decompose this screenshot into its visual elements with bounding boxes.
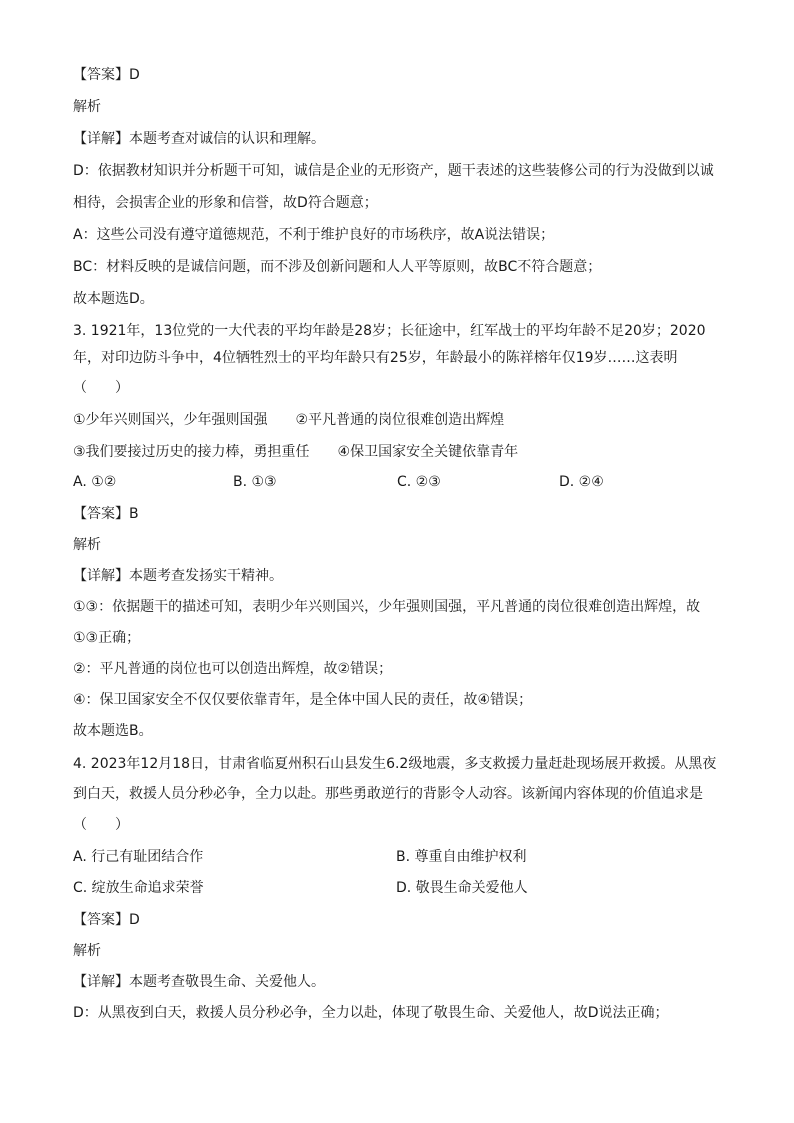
q2-line: 相待，会损害企业的形象和信誉，故D符合题意； <box>73 195 378 211</box>
q3-detail: 【详解】本题考查发扬实干精神。 <box>73 568 283 584</box>
q2-answer: 【答案】D <box>73 67 140 83</box>
q3-analysis-heading: 解析 <box>73 537 101 553</box>
q2-analysis-heading: 解析 <box>73 99 101 115</box>
q2-line: D：依据教材知识并分析题干可知，诚信是企业的无形资产，题干表述的这些装修公司的行为没做到以诚 <box>73 163 714 179</box>
q3-line: ①③：依据题干的描述可知，表明少年兴则国兴，少年强则国强，平凡普通的岗位很难创造出辉煌，故 <box>73 599 701 615</box>
q4-stem: 4. 2023年12月18日，甘肃省临夏州积石山县发生6.2级地震，多支救援力量赶赴现场展开救援。从黑夜 <box>73 756 717 772</box>
q4-detail: 【详解】本题考查敬畏生命、关爱他人。 <box>73 974 325 990</box>
q3-option-b: B. ①③ <box>233 474 277 490</box>
q3-statement: ③我们要接过历史的接力棒，勇担重任 ④保卫国家安全关键依靠青年 <box>73 444 519 460</box>
q4-options-row1 <box>73 847 723 867</box>
q3-options <box>73 472 723 492</box>
q4-option-d: D. 敬畏生命关爱他人 <box>396 880 528 896</box>
q3-line: 故本题选B。 <box>73 723 153 739</box>
q3-line: ②：平凡普通的岗位也可以创造出辉煌，故②错误； <box>73 661 393 677</box>
q3-stem: 3. 1921年，13位党的一大代表的平均年龄是28岁；长征途中，红军战士的平均年龄不足20岁；2020 <box>73 323 706 339</box>
q3-line: ④：保卫国家安全不仅仅要依靠青年，是全体中国人民的责任，故④错误； <box>73 692 533 708</box>
q2-line: 故本题选D。 <box>73 291 154 307</box>
q2-detail: 【详解】本题考查对诚信的认识和理解。 <box>73 131 325 147</box>
q3-line: ①③正确； <box>73 630 141 646</box>
q4-answer: 【答案】D <box>73 912 140 928</box>
q3-option-d: D. ②④ <box>559 474 604 490</box>
q4-analysis-heading: 解析 <box>73 943 101 959</box>
q4-option-b: B. 尊重自由维护权利 <box>396 849 527 865</box>
q2-line: A：这些公司没有遵守道德规范，不利于维护良好的市场秩序，故A说法错误； <box>73 227 555 243</box>
q4-option-c: C. 绽放生命追求荣誉 <box>73 880 204 896</box>
q3-stem: 年，对印边防斗争中，4位牺牲烈士的平均年龄只有25岁，年龄最小的陈祥榕年仅19岁……这表明 <box>73 350 678 366</box>
q4-stem: 到白天，救援人员分秒必争，全力以赴。那些勇敢逆行的背影令人动容。该新闻内容体现的价值追求是 <box>73 786 703 802</box>
q2-line: BC：材料反映的是诚信问题，而不涉及创新问题和人人平等原则，故BC不符合题意； <box>73 259 602 275</box>
q4-option-a: A. 行己有耻团结合作 <box>73 849 204 865</box>
q4-stem: （ ） <box>73 817 129 833</box>
q3-statement: ①少年兴则国兴，少年强则国强 ②平凡普通的岗位很难创造出辉煌 <box>73 412 505 428</box>
q3-option-c: C. ②③ <box>397 474 441 490</box>
q4-line: D：从黑夜到白天，救援人员分秒必争，全力以赴，体现了敬畏生命、关爱他人，故D说法正确； <box>73 1005 669 1021</box>
q3-stem: （ ） <box>73 380 129 396</box>
q4-options-row2 <box>73 878 723 898</box>
q3-option-a: A. ①② <box>73 474 117 490</box>
q3-answer: 【答案】B <box>73 506 139 522</box>
